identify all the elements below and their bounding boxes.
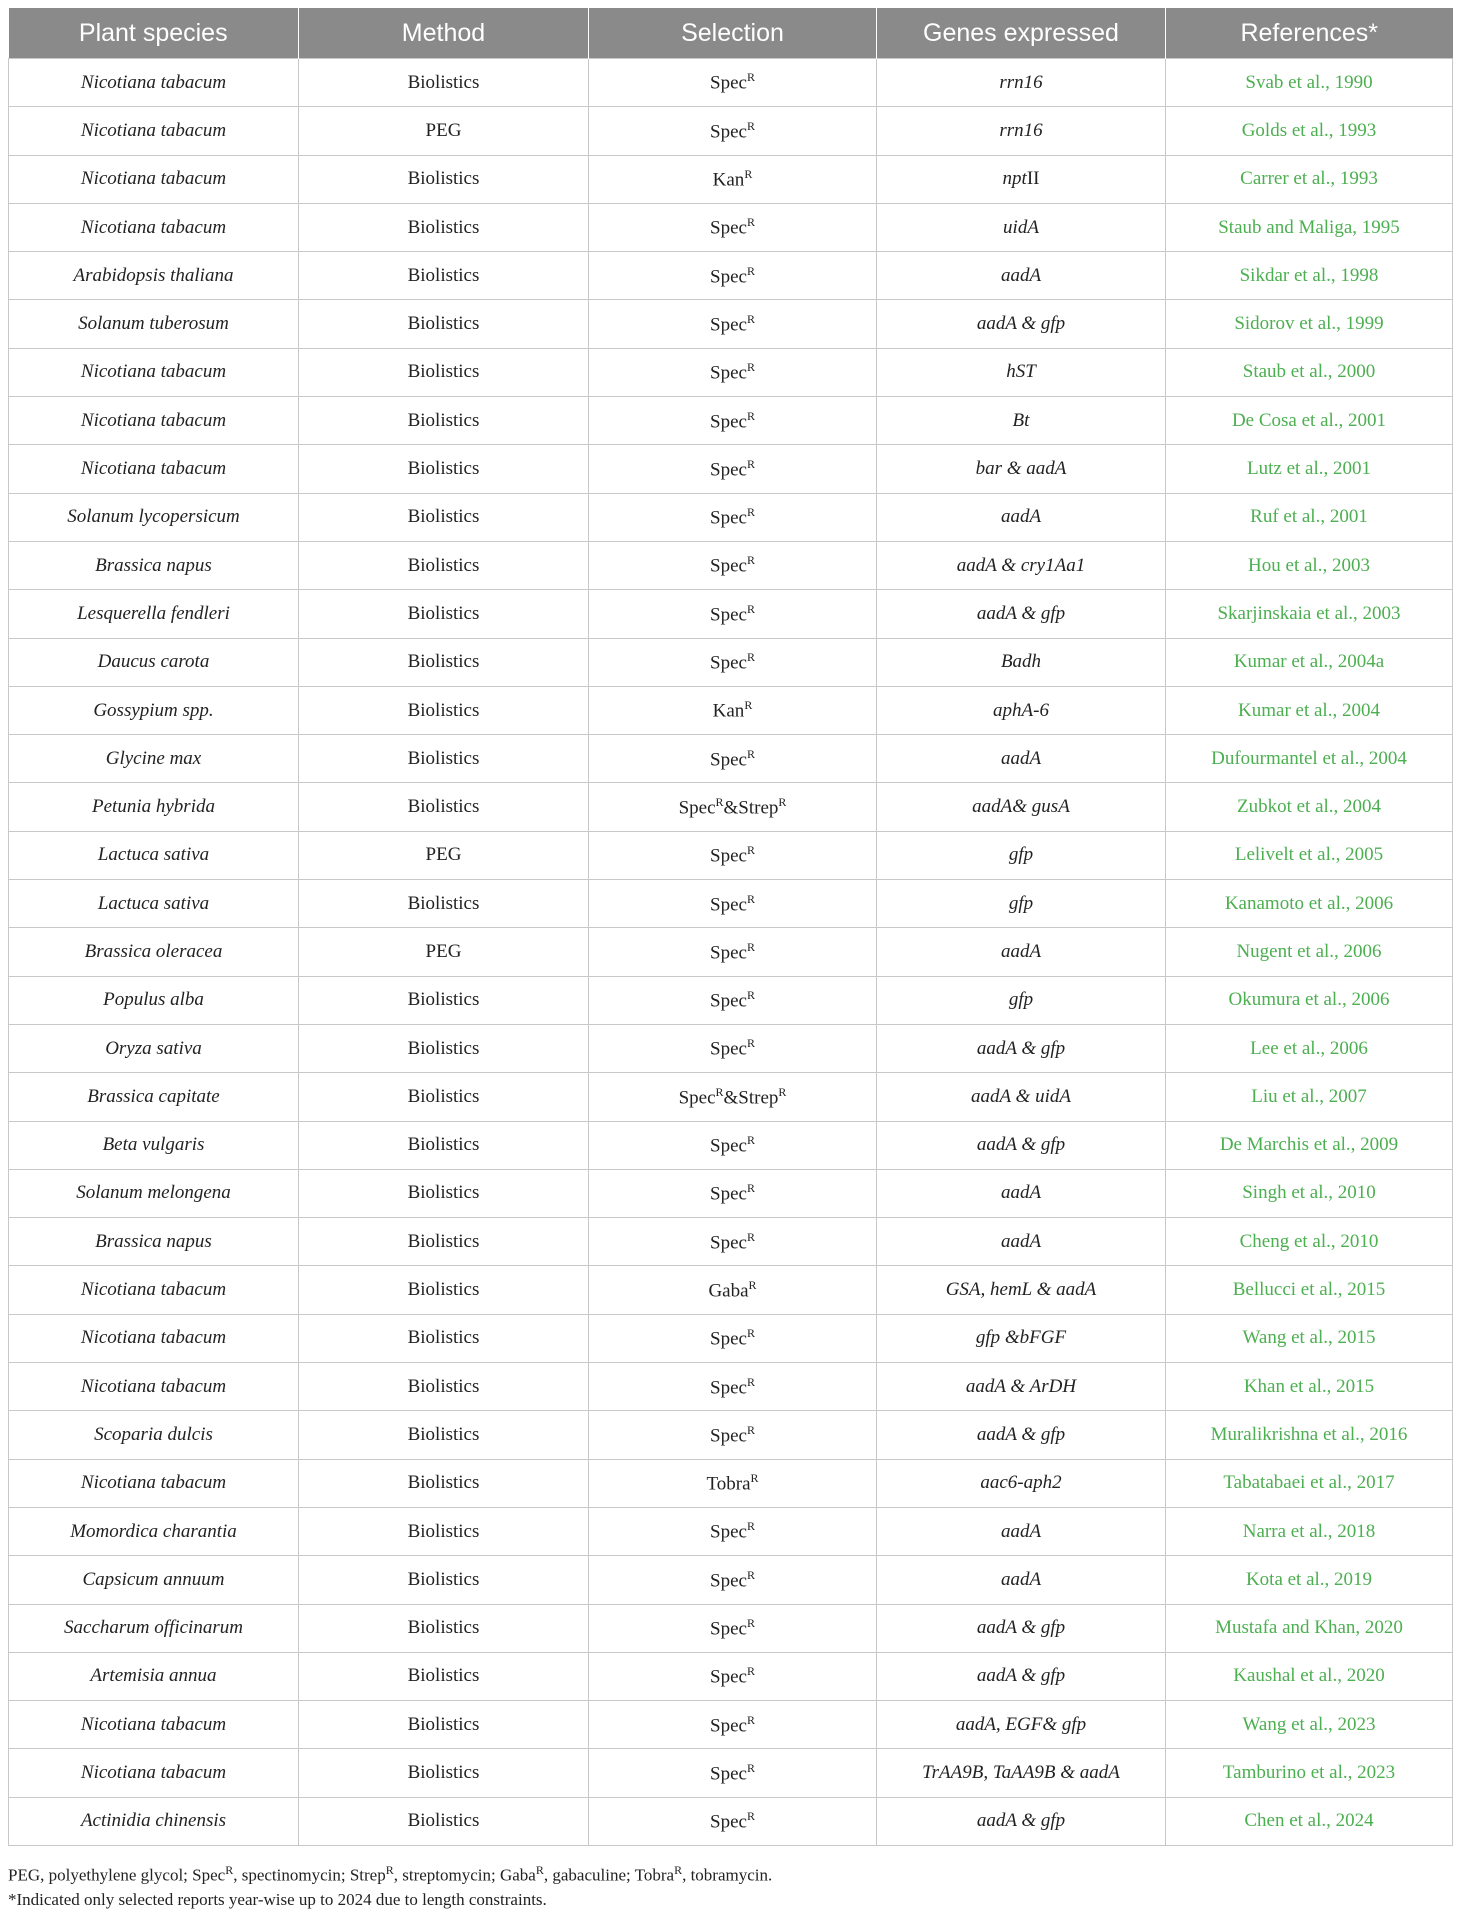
cell-method: Biolistics bbox=[299, 59, 589, 107]
cell-plant-species: Brassica capitate bbox=[9, 1073, 299, 1121]
reference-link[interactable]: Zubkot et al., 2004 bbox=[1166, 783, 1453, 831]
header-plant-species: Plant species bbox=[9, 8, 299, 59]
cell-method: PEG bbox=[299, 928, 589, 976]
cell-genes-expressed: rrn16 bbox=[877, 59, 1166, 107]
header-method: Method bbox=[299, 8, 589, 59]
cell-plant-species: Nicotiana tabacum bbox=[9, 445, 299, 493]
cell-selection: Spec$^R$ bbox=[589, 831, 877, 879]
cell-method: PEG bbox=[299, 831, 589, 879]
table-row bbox=[9, 493, 1453, 541]
cell-selection: Gaba$^R$ bbox=[589, 1266, 877, 1314]
plastid-transformation-table bbox=[8, 8, 1453, 1846]
cell-method: Biolistics bbox=[299, 541, 589, 589]
cell-method: Biolistics bbox=[299, 590, 589, 638]
cell-selection: Kan$^R$ bbox=[589, 686, 877, 734]
table-row bbox=[9, 300, 1453, 348]
cell-selection: Spec$^R$ bbox=[589, 1363, 877, 1411]
cell-plant-species: Brassica napus bbox=[9, 1218, 299, 1266]
cell-genes-expressed: aac6-aph2 bbox=[877, 1459, 1166, 1507]
cell-genes-expressed: aadA & gfp bbox=[877, 300, 1166, 348]
cell-selection: Spec$^R$ bbox=[589, 1024, 877, 1072]
cell-selection: Spec$^R$ bbox=[589, 59, 877, 107]
cell-genes-expressed: nptII bbox=[877, 155, 1166, 203]
reference-link[interactable]: Carrer et al., 1993 bbox=[1166, 155, 1453, 203]
cell-plant-species: Oryza sativa bbox=[9, 1024, 299, 1072]
table-row bbox=[9, 783, 1453, 831]
cell-selection: Kan$^R$ bbox=[589, 155, 877, 203]
reference-link[interactable]: Mustafa and Khan, 2020 bbox=[1166, 1604, 1453, 1652]
reference-link[interactable]: Chen et al., 2024 bbox=[1166, 1797, 1453, 1845]
cell-method: Biolistics bbox=[299, 1121, 589, 1169]
cell-genes-expressed: aadA bbox=[877, 1218, 1166, 1266]
table-row bbox=[9, 1314, 1453, 1362]
cell-method: Biolistics bbox=[299, 1701, 589, 1749]
cell-method: Biolistics bbox=[299, 638, 589, 686]
cell-genes-expressed: aadA bbox=[877, 1556, 1166, 1604]
cell-genes-expressed: aadA bbox=[877, 735, 1166, 783]
cell-plant-species: Lactuca sativa bbox=[9, 880, 299, 928]
cell-method: Biolistics bbox=[299, 1507, 589, 1555]
cell-plant-species: Nicotiana tabacum bbox=[9, 348, 299, 396]
cell-genes-expressed: Bt bbox=[877, 397, 1166, 445]
table-row bbox=[9, 1073, 1453, 1121]
cell-selection: Spec$^R$ bbox=[589, 1604, 877, 1652]
reference-link[interactable]: Sikdar et al., 1998 bbox=[1166, 252, 1453, 300]
table-row bbox=[9, 1652, 1453, 1700]
reference-link[interactable]: Lelivelt et al., 2005 bbox=[1166, 831, 1453, 879]
cell-plant-species: Nicotiana tabacum bbox=[9, 1701, 299, 1749]
cell-plant-species: Momordica charantia bbox=[9, 1507, 299, 1555]
cell-selection: Spec$^R$ bbox=[589, 1121, 877, 1169]
cell-selection: Spec$^R$ bbox=[589, 541, 877, 589]
cell-selection: Spec$^R$&Strep$^R$ bbox=[589, 1073, 877, 1121]
table-footnotes bbox=[8, 1858, 1452, 1912]
reference-link[interactable]: Narra et al., 2018 bbox=[1166, 1507, 1453, 1555]
reference-link[interactable]: Kanamoto et al., 2006 bbox=[1166, 880, 1453, 928]
cell-plant-species: Solanum melongena bbox=[9, 1169, 299, 1217]
cell-method: Biolistics bbox=[299, 976, 589, 1024]
cell-method: Biolistics bbox=[299, 1169, 589, 1217]
cell-selection: Spec$^R$ bbox=[589, 493, 877, 541]
cell-plant-species: Scoparia dulcis bbox=[9, 1411, 299, 1459]
table-row bbox=[9, 107, 1453, 155]
table-row bbox=[9, 976, 1453, 1024]
cell-selection: Spec$^R$ bbox=[589, 638, 877, 686]
cell-method: Biolistics bbox=[299, 686, 589, 734]
cell-selection: Spec$^R$ bbox=[589, 1749, 877, 1797]
cell-genes-expressed: aadA & gfp bbox=[877, 1024, 1166, 1072]
reference-link[interactable]: Lee et al., 2006 bbox=[1166, 1024, 1453, 1072]
reference-link[interactable]: Liu et al., 2007 bbox=[1166, 1073, 1453, 1121]
cell-plant-species: Nicotiana tabacum bbox=[9, 1266, 299, 1314]
cell-genes-expressed: aadA & uidA bbox=[877, 1073, 1166, 1121]
table-row bbox=[9, 59, 1453, 107]
cell-method: Biolistics bbox=[299, 1363, 589, 1411]
cell-genes-expressed: gfp bbox=[877, 880, 1166, 928]
cell-plant-species: Nicotiana tabacum bbox=[9, 1749, 299, 1797]
reference-link[interactable]: Wang et al., 2023 bbox=[1166, 1701, 1453, 1749]
cell-selection: Spec$^R$ bbox=[589, 1314, 877, 1362]
cell-plant-species: Solanum tuberosum bbox=[9, 300, 299, 348]
cell-selection: Spec$^R$ bbox=[589, 252, 877, 300]
reference-link[interactable]: Nugent et al., 2006 bbox=[1166, 928, 1453, 976]
cell-plant-species: Saccharum officinarum bbox=[9, 1604, 299, 1652]
cell-selection: Spec$^R$ bbox=[589, 1797, 877, 1845]
cell-plant-species: Glycine max bbox=[9, 735, 299, 783]
cell-method: Biolistics bbox=[299, 445, 589, 493]
table-container bbox=[8, 8, 1452, 1912]
header-selection: Selection bbox=[589, 8, 877, 59]
cell-genes-expressed: aadA & cry1Aa1 bbox=[877, 541, 1166, 589]
cell-plant-species: Brassica napus bbox=[9, 541, 299, 589]
table-row bbox=[9, 1749, 1453, 1797]
cell-selection: Spec$^R$ bbox=[589, 107, 877, 155]
cell-method: Biolistics bbox=[299, 1314, 589, 1362]
cell-selection: Tobra$^R$ bbox=[589, 1459, 877, 1507]
cell-plant-species: Solanum lycopersicum bbox=[9, 493, 299, 541]
header-genes-expressed: Genes expressed bbox=[877, 8, 1166, 59]
cell-genes-expressed: aadA bbox=[877, 252, 1166, 300]
cell-genes-expressed: aadA & gfp bbox=[877, 1411, 1166, 1459]
table-row bbox=[9, 1024, 1453, 1072]
table-row bbox=[9, 252, 1453, 300]
cell-selection: Spec$^R$ bbox=[589, 1169, 877, 1217]
table-row bbox=[9, 590, 1453, 638]
cell-genes-expressed: uidA bbox=[877, 203, 1166, 251]
cell-selection: Spec$^R$ bbox=[589, 1507, 877, 1555]
reference-link[interactable]: Tamburino et al., 2023 bbox=[1166, 1749, 1453, 1797]
cell-genes-expressed: GSA, hemL & aadA bbox=[877, 1266, 1166, 1314]
reference-link[interactable]: Bellucci et al., 2015 bbox=[1166, 1266, 1453, 1314]
reference-link[interactable]: Svab et al., 1990 bbox=[1166, 59, 1453, 107]
table-row bbox=[9, 1507, 1453, 1555]
reference-link[interactable]: De Cosa et al., 2001 bbox=[1166, 397, 1453, 445]
reference-link[interactable]: Tabatabaei et al., 2017 bbox=[1166, 1459, 1453, 1507]
cell-genes-expressed: aadA & gfp bbox=[877, 1652, 1166, 1700]
table-row bbox=[9, 1218, 1453, 1266]
cell-selection: Spec$^R$ bbox=[589, 880, 877, 928]
cell-selection: Spec$^R$ bbox=[589, 300, 877, 348]
cell-plant-species: Nicotiana tabacum bbox=[9, 397, 299, 445]
cell-plant-species: Nicotiana tabacum bbox=[9, 107, 299, 155]
cell-method: Biolistics bbox=[299, 1073, 589, 1121]
cell-genes-expressed: rrn16 bbox=[877, 107, 1166, 155]
table-row bbox=[9, 1266, 1453, 1314]
table-row bbox=[9, 735, 1453, 783]
reference-link[interactable]: Staub and Maliga, 1995 bbox=[1166, 203, 1453, 251]
cell-genes-expressed: Badh bbox=[877, 638, 1166, 686]
cell-genes-expressed: aadA bbox=[877, 928, 1166, 976]
cell-selection: Spec$^R$ bbox=[589, 1652, 877, 1700]
cell-method: PEG bbox=[299, 107, 589, 155]
cell-plant-species: Nicotiana tabacum bbox=[9, 1459, 299, 1507]
cell-genes-expressed: hST bbox=[877, 348, 1166, 396]
table-row bbox=[9, 348, 1453, 396]
cell-plant-species: Populus alba bbox=[9, 976, 299, 1024]
cell-selection: Spec$^R$ bbox=[589, 397, 877, 445]
cell-selection: Spec$^R$&Strep$^R$ bbox=[589, 783, 877, 831]
reference-link[interactable]: Staub et al., 2000 bbox=[1166, 348, 1453, 396]
reference-link[interactable]: Wang et al., 2015 bbox=[1166, 1314, 1453, 1362]
cell-plant-species: Nicotiana tabacum bbox=[9, 1363, 299, 1411]
cell-selection: Spec$^R$ bbox=[589, 928, 877, 976]
table-row bbox=[9, 638, 1453, 686]
cell-selection: Spec$^R$ bbox=[589, 348, 877, 396]
footnote-note: *Indicated only selected reports year-wise up to 2024 due to length constraints. bbox=[8, 1889, 547, 1909]
table-row bbox=[9, 1411, 1453, 1459]
cell-method: Biolistics bbox=[299, 1218, 589, 1266]
cell-plant-species: Lactuca sativa bbox=[9, 831, 299, 879]
cell-method: Biolistics bbox=[299, 348, 589, 396]
table-row bbox=[9, 1459, 1453, 1507]
cell-plant-species: Petunia hybrida bbox=[9, 783, 299, 831]
table-row bbox=[9, 1121, 1453, 1169]
cell-method: Biolistics bbox=[299, 1411, 589, 1459]
header-references: References* bbox=[1166, 8, 1453, 59]
table-row bbox=[9, 1604, 1453, 1652]
cell-method: Biolistics bbox=[299, 1266, 589, 1314]
table-row bbox=[9, 880, 1453, 928]
cell-genes-expressed: aadA & gfp bbox=[877, 1797, 1166, 1845]
cell-plant-species: Lesquerella fendleri bbox=[9, 590, 299, 638]
table-row bbox=[9, 928, 1453, 976]
cell-plant-species: Daucus carota bbox=[9, 638, 299, 686]
cell-method: Biolistics bbox=[299, 397, 589, 445]
reference-link[interactable]: Lutz et al., 2001 bbox=[1166, 445, 1453, 493]
table-body bbox=[9, 59, 1453, 1846]
cell-selection: Spec$^R$ bbox=[589, 590, 877, 638]
cell-genes-expressed: TrAA9B, TaAA9B & aadA bbox=[877, 1749, 1166, 1797]
cell-method: Biolistics bbox=[299, 735, 589, 783]
cell-plant-species: Capsicum annuum bbox=[9, 1556, 299, 1604]
cell-method: Biolistics bbox=[299, 493, 589, 541]
reference-link[interactable]: Kaushal et al., 2020 bbox=[1166, 1652, 1453, 1700]
table-row bbox=[9, 203, 1453, 251]
cell-plant-species: Arabidopsis thaliana bbox=[9, 252, 299, 300]
reference-link[interactable]: Sidorov et al., 1999 bbox=[1166, 300, 1453, 348]
cell-method: Biolistics bbox=[299, 155, 589, 203]
cell-genes-expressed: gfp bbox=[877, 831, 1166, 879]
reference-link[interactable]: Golds et al., 1993 bbox=[1166, 107, 1453, 155]
cell-method: Biolistics bbox=[299, 880, 589, 928]
cell-plant-species: Nicotiana tabacum bbox=[9, 1314, 299, 1362]
cell-genes-expressed: aadA bbox=[877, 1507, 1166, 1555]
cell-method: Biolistics bbox=[299, 203, 589, 251]
table-row bbox=[9, 1556, 1453, 1604]
header-row bbox=[9, 8, 1453, 59]
cell-selection: Spec$^R$ bbox=[589, 735, 877, 783]
cell-plant-species: Actinidia chinensis bbox=[9, 1797, 299, 1845]
table-row bbox=[9, 686, 1453, 734]
table-row bbox=[9, 155, 1453, 203]
cell-method: Biolistics bbox=[299, 1556, 589, 1604]
cell-selection: Spec$^R$ bbox=[589, 976, 877, 1024]
reference-link[interactable]: Skarjinskaia et al., 2003 bbox=[1166, 590, 1453, 638]
cell-selection: Spec$^R$ bbox=[589, 1701, 877, 1749]
cell-genes-expressed: aadA, EGF& gfp bbox=[877, 1701, 1166, 1749]
cell-genes-expressed: aadA bbox=[877, 1169, 1166, 1217]
cell-selection: Spec$^R$ bbox=[589, 1411, 877, 1459]
cell-genes-expressed: aadA & gfp bbox=[877, 1604, 1166, 1652]
cell-genes-expressed: aadA bbox=[877, 493, 1166, 541]
cell-genes-expressed: bar & aadA bbox=[877, 445, 1166, 493]
reference-link[interactable]: Hou et al., 2003 bbox=[1166, 541, 1453, 589]
cell-plant-species: Artemisia annua bbox=[9, 1652, 299, 1700]
cell-plant-species: Beta vulgaris bbox=[9, 1121, 299, 1169]
cell-genes-expressed: aadA & gfp bbox=[877, 1121, 1166, 1169]
cell-plant-species: Nicotiana tabacum bbox=[9, 203, 299, 251]
cell-plant-species: Gossypium spp. bbox=[9, 686, 299, 734]
table-row bbox=[9, 397, 1453, 445]
reference-link[interactable]: Cheng et al., 2010 bbox=[1166, 1218, 1453, 1266]
table-row bbox=[9, 541, 1453, 589]
cell-selection: Spec$^R$ bbox=[589, 1218, 877, 1266]
cell-plant-species: Nicotiana tabacum bbox=[9, 155, 299, 203]
cell-method: Biolistics bbox=[299, 1749, 589, 1797]
footnote-abbreviations: PEG, polyethylene glycol; Spec$^R$, spectinomycin; Strep$^R$, streptomycin; Gaba$^R$, gabaculine; Tobra$^R$, tobramycin. bbox=[8, 1862, 773, 1885]
cell-method: Biolistics bbox=[299, 300, 589, 348]
cell-method: Biolistics bbox=[299, 1797, 589, 1845]
cell-method: Biolistics bbox=[299, 1459, 589, 1507]
cell-genes-expressed: gfp &bFGF bbox=[877, 1314, 1166, 1362]
reference-link[interactable]: De Marchis et al., 2009 bbox=[1166, 1121, 1453, 1169]
cell-method: Biolistics bbox=[299, 783, 589, 831]
reference-link[interactable]: Muralikrishna et al., 2016 bbox=[1166, 1411, 1453, 1459]
reference-link[interactable]: Kumar et al., 2004 bbox=[1166, 686, 1453, 734]
reference-link[interactable]: Singh et al., 2010 bbox=[1166, 1169, 1453, 1217]
table-row bbox=[9, 831, 1453, 879]
cell-genes-expressed: aphA-6 bbox=[877, 686, 1166, 734]
cell-selection: Spec$^R$ bbox=[589, 1556, 877, 1604]
cell-genes-expressed: gfp bbox=[877, 976, 1166, 1024]
cell-method: Biolistics bbox=[299, 252, 589, 300]
table-row bbox=[9, 1169, 1453, 1217]
reference-link[interactable]: Kumar et al., 2004a bbox=[1166, 638, 1453, 686]
cell-method: Biolistics bbox=[299, 1024, 589, 1072]
cell-genes-expressed: aadA& gusA bbox=[877, 783, 1166, 831]
table-row bbox=[9, 1363, 1453, 1411]
reference-link[interactable]: Khan et al., 2015 bbox=[1166, 1363, 1453, 1411]
cell-plant-species: Nicotiana tabacum bbox=[9, 59, 299, 107]
cell-selection: Spec$^R$ bbox=[589, 445, 877, 493]
table-row bbox=[9, 1797, 1453, 1845]
cell-genes-expressed: aadA & gfp bbox=[877, 590, 1166, 638]
reference-link[interactable]: Okumura et al., 2006 bbox=[1166, 976, 1453, 1024]
reference-link[interactable]: Kota et al., 2019 bbox=[1166, 1556, 1453, 1604]
cell-method: Biolistics bbox=[299, 1652, 589, 1700]
cell-genes-expressed: aadA & ArDH bbox=[877, 1363, 1166, 1411]
cell-method: Biolistics bbox=[299, 1604, 589, 1652]
reference-link[interactable]: Dufourmantel et al., 2004 bbox=[1166, 735, 1453, 783]
table-row bbox=[9, 1701, 1453, 1749]
table-row bbox=[9, 445, 1453, 493]
cell-selection: Spec$^R$ bbox=[589, 203, 877, 251]
cell-plant-species: Brassica oleracea bbox=[9, 928, 299, 976]
reference-link[interactable]: Ruf et al., 2001 bbox=[1166, 493, 1453, 541]
